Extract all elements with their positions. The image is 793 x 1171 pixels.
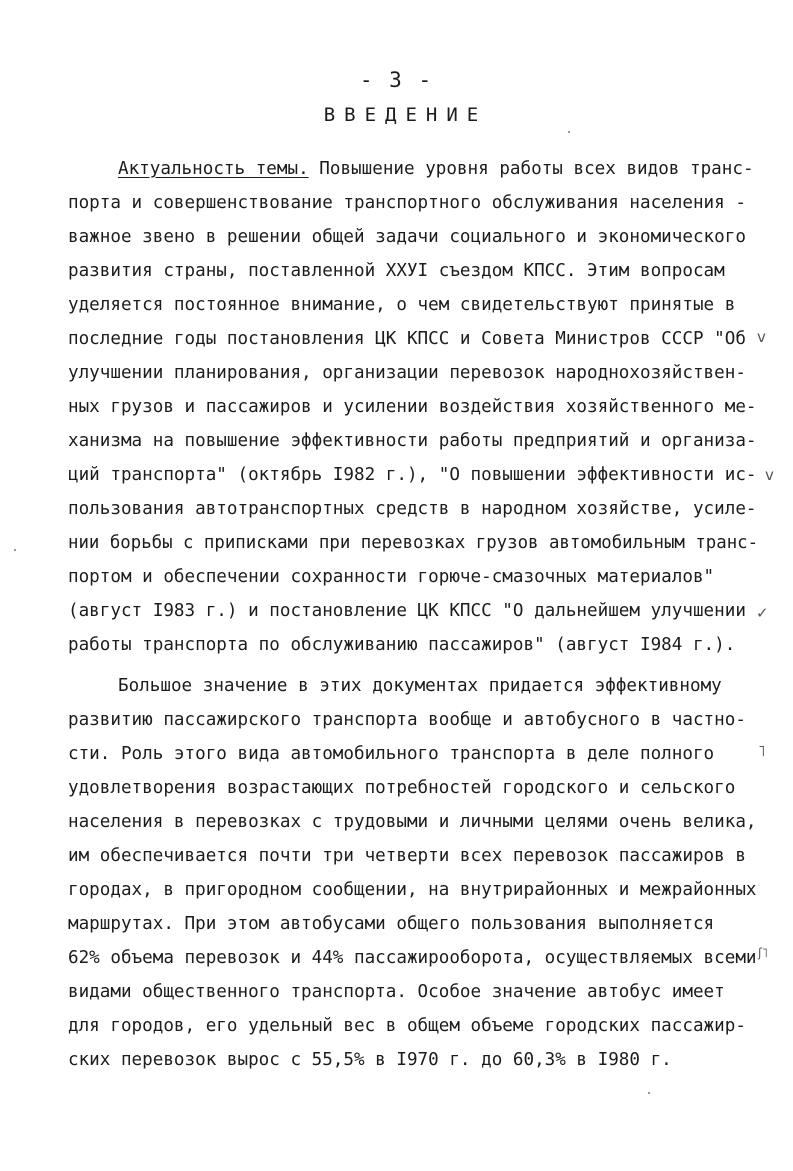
paragraph-line: сти. Роль этого вида автомобильного транспорта в деле полного xyxy=(68,744,715,764)
paragraph-line: уделяется постоянное внимание, о чем свидетельствуют принятые в xyxy=(68,295,736,315)
paragraph-line: портом и обеспечении сохранности горюче-смазочных материалов" xyxy=(68,567,715,587)
margin-bracket-mark: ʃ˥ xyxy=(758,946,768,960)
margin-check-mark: ✓ xyxy=(756,604,769,622)
scan-speck xyxy=(14,549,16,551)
topic-label: Актуальность темы. xyxy=(118,159,309,179)
section-heading: ВВЕДЕНИЕ xyxy=(323,104,488,126)
paragraph-line: порта и совершенствование транспортного обслуживания населения - xyxy=(68,193,746,213)
paragraph-line: важное звено в решении общей задачи социального и экономического xyxy=(68,227,746,247)
paragraph-line: удовлетворения возрастающих потребностей городского и сельского xyxy=(68,778,736,798)
paragraph-line: пользования автотранспортных средств в народном хозяйстве, усиле- xyxy=(68,499,757,519)
paragraph-line: 62% объема перевозок и 44% пассажирооборота, осуществляемых всеми xyxy=(68,948,757,968)
margin-check-mark: v xyxy=(757,328,766,346)
paragraph-line xyxy=(118,158,758,180)
line-text: Повышение уровня работы всех видов транс- xyxy=(308,159,754,179)
paragraph-line: видами общественного транспорта. Особое значение автобус имеет xyxy=(68,982,725,1002)
paragraph-line: ций транспорта" (октябрь I982 г.), "О повышении эффективности ис- xyxy=(68,465,757,485)
page-number: - 3 - xyxy=(359,68,434,92)
paragraph-line: ханизма на повышение эффективности работы предприятий и организа- xyxy=(68,431,757,451)
paragraph-line: нии борьбы с приписками при перевозках грузов автомобильным транс- xyxy=(68,533,759,553)
paragraph-line: городах, в пригородном сообщении, на внутрирайонных и межрайонных xyxy=(68,880,757,900)
paragraph-line: ных грузов и пассажиров и усилении воздействия хозяйственного ме- xyxy=(68,397,757,417)
paragraph-line: улучшении планирования, организации перевозок народнохозяйствен- xyxy=(68,363,746,383)
paragraph-line: им обеспечивается почти три четверти всех перевозок пассажиров в xyxy=(68,846,746,866)
paragraph-line: последние годы постановления ЦК КПСС и Совета Министров СССР "Об xyxy=(68,329,746,349)
scan-speck xyxy=(568,131,570,133)
scan-speck xyxy=(648,1092,650,1094)
paragraph-line: (август I983 г.) и постановление ЦК КПСС "О дальнейшем улучшении xyxy=(68,601,746,621)
paragraph-line: для городов, его удельный вес в общем объеме городских пассажир- xyxy=(68,1016,746,1036)
paragraph-line: Большое значение в этих документах придается эффективному xyxy=(118,676,722,696)
paragraph-line: развития страны, поставленной XXУI съездом КПСС. Этим вопросам xyxy=(68,261,725,281)
paragraph-line: маршрутах. При этом автобусами общего пользования выполняется xyxy=(68,914,715,934)
paragraph-line: развитию пассажирского транспорта вообще и автобусного в частно- xyxy=(68,710,746,730)
paragraph-line: населения в перевозках с трудовыми и личными целями очень велика, xyxy=(68,812,757,832)
margin-bracket-mark: ˥ xyxy=(758,742,766,760)
paragraph-line: работы транспорта по обслуживанию пассажиров" (август I984 г.). xyxy=(68,635,736,655)
margin-check-mark: v xyxy=(765,466,774,484)
paragraph-line: ских перевозок вырос с 55,5% в I970 г. до 60,3% в I980 г. xyxy=(68,1050,672,1070)
